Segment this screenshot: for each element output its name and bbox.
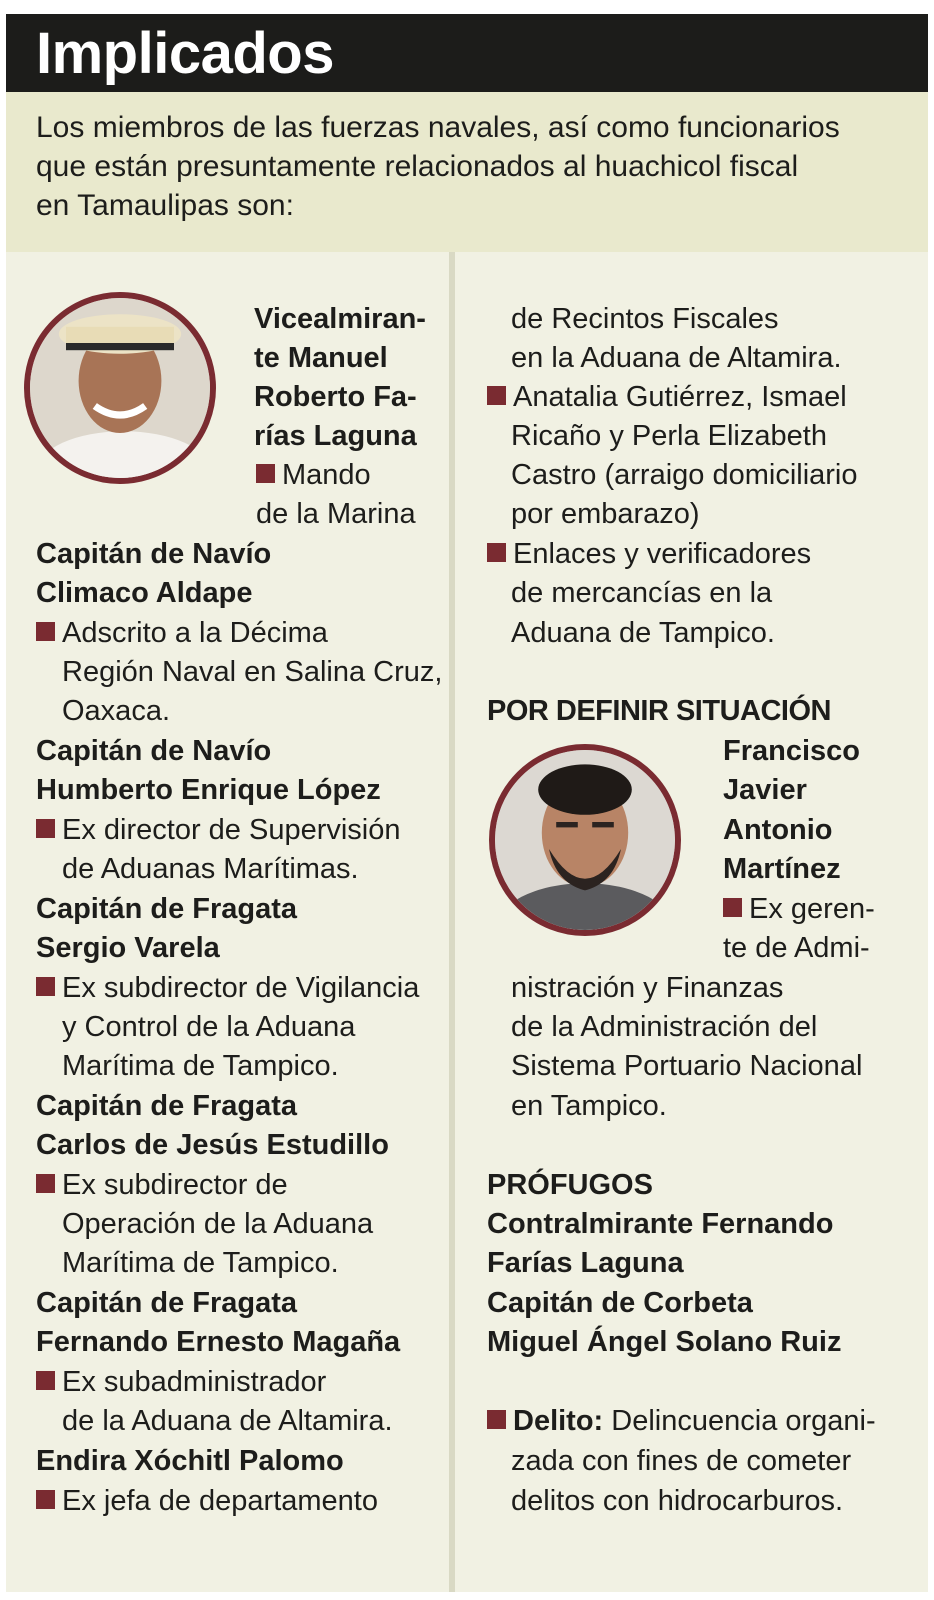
role-line: Operación de la Aduana	[62, 1208, 374, 1240]
intro-text	[36, 108, 916, 225]
role-line: Ex geren-	[723, 890, 875, 929]
crime-label: Delito:	[513, 1405, 604, 1437]
name-line: Antonio	[723, 814, 833, 846]
bullet-square-icon	[487, 386, 506, 405]
name-line: Capitán de Fragata	[36, 893, 298, 925]
role-line: de Recintos Fiscales	[511, 303, 779, 335]
name-line: Capitán de Fragata	[36, 1287, 298, 1319]
role-line: de Aduanas Marítimas.	[62, 853, 359, 885]
role-line: Anatalia Gutiérrez, Ismael	[487, 378, 847, 417]
bullet-square-icon	[487, 543, 506, 562]
role-line: Adscrito a la Décima	[36, 614, 328, 653]
bullet-square-icon	[256, 464, 275, 483]
role-line: Ex subdirector de Vigilancia	[36, 969, 419, 1008]
role-line: Mando	[256, 456, 371, 495]
header-bar	[6, 14, 928, 92]
role-line: Ex subadministrador	[36, 1363, 326, 1402]
name-line: Capitán de Navío	[36, 538, 272, 570]
intro-line: Los miembros de las fuerzas navales, así como funcionarios	[36, 111, 840, 144]
role-line: de la Administración del	[511, 1011, 818, 1043]
name-line: rías Laguna	[254, 420, 417, 452]
role-line: Enlaces y verificadores	[487, 535, 811, 574]
intro-box	[6, 92, 928, 252]
role-line: te de Admi-	[723, 932, 870, 964]
intro-line: en Tamaulipas son:	[36, 189, 294, 222]
role-line: de la Aduana de Altamira.	[62, 1405, 393, 1437]
name-line: Contralmirante Fernando	[487, 1208, 834, 1240]
role-line: Ex director de Supervisión	[36, 811, 401, 850]
content-panel	[6, 252, 928, 1592]
name-line: Climaco Aldape	[36, 577, 253, 609]
bullet-square-icon	[36, 977, 55, 996]
bullet-square-icon	[723, 898, 742, 917]
page-title: Implicados	[36, 21, 334, 86]
role-line: Marítima de Tampico.	[62, 1050, 339, 1082]
bullet-square-icon	[36, 1371, 55, 1390]
role-line: en la Aduana de Altamira.	[511, 342, 842, 374]
role-line: Marítima de Tampico.	[62, 1247, 339, 1279]
name-line: Miguel Ángel Solano Ruiz	[487, 1326, 842, 1358]
role-line: de la Marina	[256, 498, 416, 530]
role-line: Ex subdirector de	[36, 1166, 288, 1205]
section-heading: PRÓFUGOS	[487, 1169, 653, 1201]
role-line: y Control de la Aduana	[62, 1011, 356, 1043]
bullet-square-icon	[36, 819, 55, 838]
intro-line: que están presuntamente relacionados al huachicol fiscal	[36, 150, 799, 183]
name-line: Capitán de Corbeta	[487, 1287, 753, 1319]
role-line: Ricaño y Perla Elizabeth	[511, 420, 827, 452]
role-line: Región Naval en Salina Cruz,	[62, 656, 443, 688]
role-line: de mercancías en la	[511, 577, 773, 609]
role-line: Castro (arraigo domiciliario	[511, 459, 858, 491]
role-line: Oaxaca.	[62, 695, 170, 727]
name-line: Javier	[723, 774, 807, 806]
name-line: Sergio Varela	[36, 932, 220, 964]
crime-line: delitos con hidrocarburos.	[511, 1485, 844, 1517]
crime-line: zada con fines de cometer	[511, 1445, 852, 1477]
name-line: Francisco	[723, 735, 860, 767]
role-line: Aduana de Tampico.	[511, 617, 775, 649]
portrait-francisco-martinez-photo	[489, 744, 681, 936]
bullet-square-icon	[36, 1174, 55, 1193]
bullet-square-icon	[36, 622, 55, 641]
name-line: Fernando Ernesto Magaña	[36, 1326, 401, 1358]
name-line: Capitán de Fragata	[36, 1090, 298, 1122]
name-line: Endira Xóchitl Palomo	[36, 1445, 344, 1477]
section-heading: POR DEFINIR SITUACIÓN	[487, 695, 831, 727]
role-line: nistración y Finanzas	[511, 972, 784, 1004]
bullet-square-icon	[487, 1410, 506, 1429]
name-line: Roberto Fa-	[254, 381, 417, 413]
crime-line: Delito: Delincuencia organi-	[487, 1402, 876, 1441]
bullet-square-icon	[36, 1490, 55, 1509]
role-line: en Tampico.	[511, 1090, 667, 1122]
role-line: Sistema Portuario Nacional	[511, 1050, 863, 1082]
name-line: Martínez	[723, 853, 841, 885]
name-line: Humberto Enrique López	[36, 774, 381, 806]
name-line: Capitán de Navío	[36, 735, 272, 767]
column-divider	[449, 252, 455, 1592]
name-line: te Manuel	[254, 342, 388, 374]
name-line: Farías Laguna	[487, 1247, 684, 1279]
role-line: por embarazo)	[511, 498, 700, 530]
name-line: Vicealmiran-	[254, 303, 426, 335]
portrait-manuel-farias-photo	[24, 292, 216, 484]
role-line: Ex jefa de departamento	[36, 1482, 378, 1521]
name-line: Carlos de Jesús Estudillo	[36, 1129, 389, 1161]
